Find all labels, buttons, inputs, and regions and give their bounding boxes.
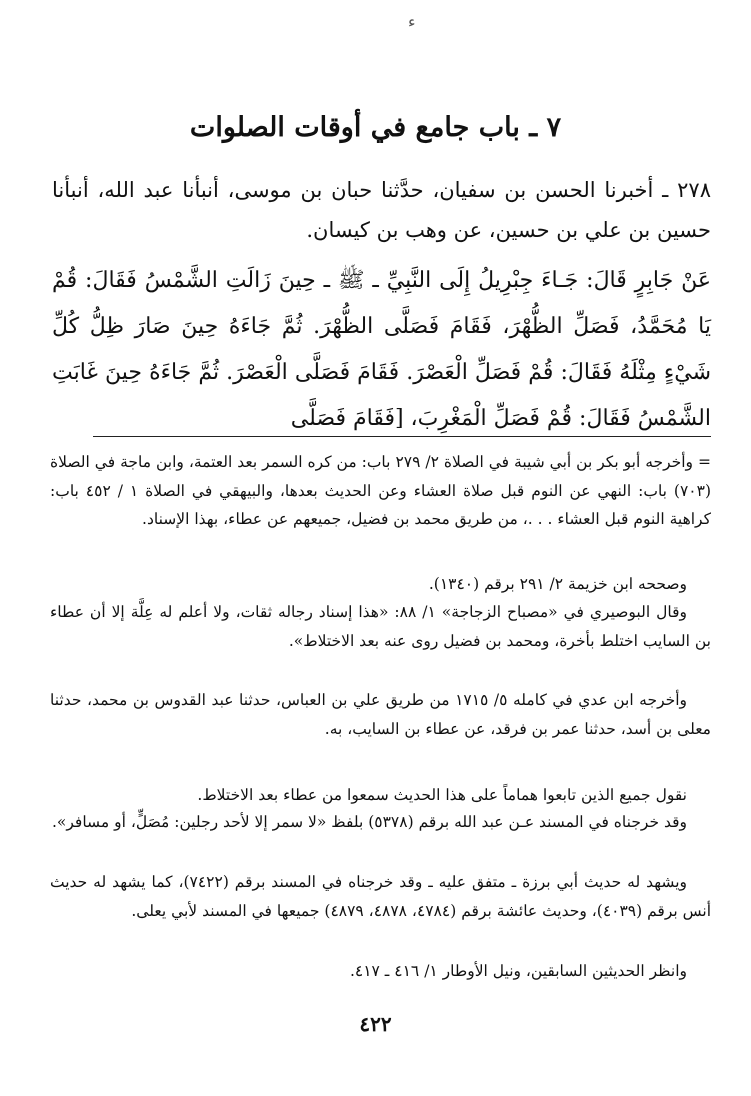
footnote-text: وقال البوصيري في «مصباح الزجاجة» ١/ ٨٨: «هذا إسناد رجاله ثقات، ولا أعلم له عِلَّة إلا أن عطاء بن السايب اختلط بأخرة، ومحمد بن فضيل روى عنه بعد الاختلاط». <box>50 603 711 650</box>
footnote-5 <box>50 781 711 810</box>
hadith-isnad: ٢٧٨ ـ أخبرنا الحسن بن سفيان، حدَّثنا حبان بن موسى، أنبأنا عبد الله، أنبأنا حسين بن علي بن حسين، عن وهب بن كيسان. <box>52 178 711 242</box>
footnote-7 <box>50 868 711 925</box>
footnote-divider <box>93 436 711 437</box>
footnote-8 <box>50 957 711 986</box>
page-number: ٤٢٢ <box>359 1012 392 1036</box>
footnote-1 <box>50 448 711 534</box>
hadith-matn: عَنْ جَابِرٍ قَالَ: جَـاءَ جِبْرِيلُ إِلَى النَّبِيِّ ـ ﷺ ـ حِينَ زَالَتِ الشَّمْسُ فَقَالَ: قُمْ يَا مُحَمَّدُ، فَصَلِّ الظُّهْرَ، فَقَامَ فَصَلَّى الظُّهْرَ. ثُمَّ جَاءَهُ حِينَ صَارَ ظِلُّ كُلِّ شَيْءٍ مِثْلَهُ فَقَالَ: قُمْ فَصَلِّ الْعَصْرَ. فَقَامَ فَصَلَّى الْعَصْرَ. ثُمَّ جَاءَهُ حِينَ غَابَتِ الشَّمْسُ فَقَالَ: قُمْ فَصَلِّ الْمَغْرِبَ، [فَقَامَ فَصَلَّى <box>52 268 711 431</box>
footnote-text: ويشهد له حديث أبي برزة ـ متفق عليه ـ وقد خرجناه في المسند برقم (٧٤٢٢)، كما يشهد له حديث أنس برقم (٤٠٣٩)، وحديث عائشة برقم (٤٧٨٤، ٤٨٧٨، ٤٨٧٩) جميعها في المسند لأبي يعلى. <box>50 873 711 920</box>
footnote-text: = وأخرجه أبو بكر بن أبي شيبة في الصلاة ٢/ ٢٧٩ باب: من كره السمر بعد العتمة، وابن ماجة في الصلاة (٧٠٣) باب: النهي عن النوم قبل صلاة العشاء وعن الحديث بعدها، والبيهقي في الصلاة ١ / ٤٥٢ باب: كراهية النوم قبل العشاء . . .، من طريق محمد بن فضيل، جميعهم عن عطاء، بهذا الإسناد. <box>50 453 712 528</box>
footnote-2 <box>50 570 711 599</box>
footnote-text: نقول جميع الذين تابعوا هماماً على هذا الحديث سمعوا من عطاء بعد الاختلاط. <box>197 786 687 804</box>
footnote-6 <box>50 808 711 837</box>
footnote-text: وقد خرجناه في المسند عـن عبد الله برقم (٥٣٧٨) بلفظ «لا سمر إلا لأحد رجلين: مُصَلٍّ، أو مسافر». <box>51 813 687 831</box>
footnote-text: وأخرجه ابن عدي في كامله ٥/ ١٧١٥ من طريق علي بن العباس، حدثنا عبد القدوس بن محمد، حدثنا معلى بن أسد، حدثنا عمر بن فرقد، عن عطاء بن السايب، به. <box>50 691 711 738</box>
footnote-text: وصححه ابن خزيمة ٢/ ٢٩١ برقم (١٣٤٠). <box>428 575 687 593</box>
footnote-4 <box>50 686 711 743</box>
chapter-heading: ٧ ـ باب جامع في أوقات الصلوات <box>189 112 562 143</box>
footnote-3 <box>50 598 711 655</box>
stray-mark: ﺀ <box>408 12 416 31</box>
footnote-text: وانظر الحديثين السابقين، ونيل الأوطار ١/ ٤١٦ ـ ٤١٧. <box>349 962 687 980</box>
